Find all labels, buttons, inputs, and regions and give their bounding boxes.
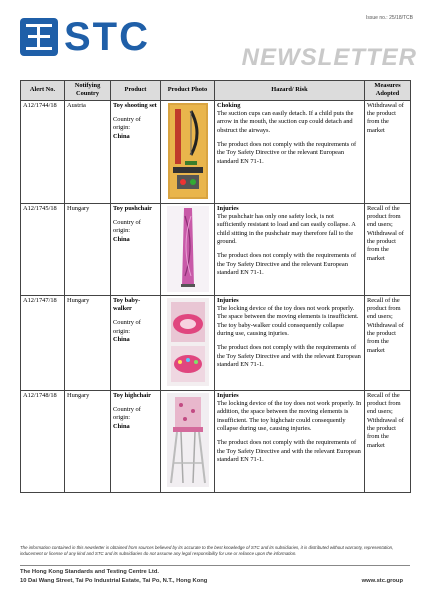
hazard-text: The locking device of the toy does not work properly. The space between the moving elements is insufficient. The toy baby-walker could consequently collapse during use, causing injuries. [217,304,359,337]
product-name: Toy highchair [113,391,151,399]
hazard-text: The locking device of the toy does not work properly. In addition, the space between the moving elements is insufficient. The toy highchair could consequently collapse during use, causing injuries. [217,399,362,432]
table-row [21,390,411,492]
table-header-row [21,81,411,101]
origin-country: China [113,335,130,343]
toy-baby-walker-photo [167,298,209,386]
notifying-country: Hungary [65,295,111,390]
notifying-country: Hungary [65,203,111,295]
header-notifying-country: Notifying Country [65,81,111,101]
disclaimer-text: The information contained in this newsletter is obtained from sources believed by its accurate to the best knowledge of STC and its subsidiaries, it is distributed without warranty, representation, inducement or license of any kind and STC and its subsidiaries do not assume any legal responsibility for use or reliance upon the information. [20,545,394,556]
header-alert-no: Alert No. [21,81,65,101]
alert-no: A12/1745/18 [21,203,65,295]
logo-text: STC [64,15,150,59]
page-header [0,0,425,80]
origin-country: China [113,132,130,140]
hazard-title: Injuries [217,296,239,304]
table-row [21,203,411,295]
product-photo-cell [161,295,215,390]
hazard-title: Injuries [217,204,239,212]
hazard-title: Choking [217,101,241,109]
header-product-photo: Product Photo [161,81,215,101]
hazard-cell [215,203,365,295]
hazard-cell [215,295,365,390]
product-name: Toy baby-walker [113,296,141,312]
product-cell [111,100,161,203]
compliance-text: The product does not comply with the requirements of the Toy Safety Directive and with the relevant European standard EN 71-1. [217,439,361,463]
measures-adopted: Recall of the product from end users; Withdrawal of the product from the market [365,390,411,492]
newsletter-title: NEWSLETTER [241,44,417,71]
origin-label: Country of origin: [113,405,141,422]
header-product: Product [111,81,161,101]
footer-divider [20,565,410,566]
alerts-table [20,80,411,493]
product-name: Toy shooting set [113,101,157,109]
product-photo-cell [161,100,215,203]
product-cell [111,203,161,295]
issue-number: Issue no.: 25/18/TCB [366,15,413,21]
origin-label: Country of origin: [113,319,141,335]
product-photo-cell [161,390,215,492]
stc-logo-mark-icon [20,18,58,56]
toy-shooting-set-photo [167,103,209,199]
compliance-text: The product does not comply with the requirements of the Toy Safety Directive or the relevant European standard EN 71-1. [217,140,357,165]
product-name: Toy pushchair [113,204,153,212]
alert-no: A12/1748/18 [21,390,65,492]
website-link[interactable]: www.stc.group [361,578,403,584]
header-hazard-risk: Hazard/ Risk [215,81,365,101]
toy-highchair-photo [167,393,209,487]
notifying-country: Hungary [65,390,111,492]
measures-adopted: Recall of the product from end users; Withdrawal of the product from the market [365,203,411,295]
table-row [21,295,411,390]
hazard-text: The suction cups can easily detach. If a child puts the arrow in the mouth, the suction cup could detach and obstruct the airways. [217,109,354,134]
company-address: 10 Dai Wang Street, Tai Po Industrial Estate, Tai Po, N.T., Hong Kong [20,578,208,584]
product-photo-cell [161,203,215,295]
toy-pushchair-photo [167,206,209,292]
notifying-country: Austria [65,100,111,203]
product-cell [111,390,161,492]
origin-country: China [113,422,130,430]
company-name: The Hong Kong Standards and Testing Centre Ltd. [20,569,160,575]
hazard-title: Injuries [217,391,239,399]
origin-label: Country of origin: [113,115,141,132]
compliance-text: The product does not comply with the requirements of the Toy Safety Directive and the relevant European standard EN 71-1. [217,252,357,276]
origin-country: China [113,235,130,243]
stc-logo [20,15,180,59]
alert-no: A12/1747/18 [21,295,65,390]
hazard-cell [215,390,365,492]
alert-no: A12/1744/18 [21,100,65,203]
origin-label: Country of origin: [113,218,141,235]
compliance-text: The product does not comply with the requirements of the Toy Safety Directive and with the relevant European standard EN 71-1. [217,344,361,368]
product-cell [111,295,161,390]
table-row [21,100,411,203]
hazard-text: The pushchair has only one safety lock, is not sufficiently resistant to load and can easily collapse. A child sitting in the pushchair may therefore fall to the ground. [217,212,356,245]
hazard-cell [215,100,365,203]
header-measures-adopted: Measures Adopted [365,81,411,101]
measures-adopted: Recall of the product from end users; Withdrawal of the product from the market [365,295,411,390]
measures-adopted: Withdrawal of the product from the market [365,100,411,203]
